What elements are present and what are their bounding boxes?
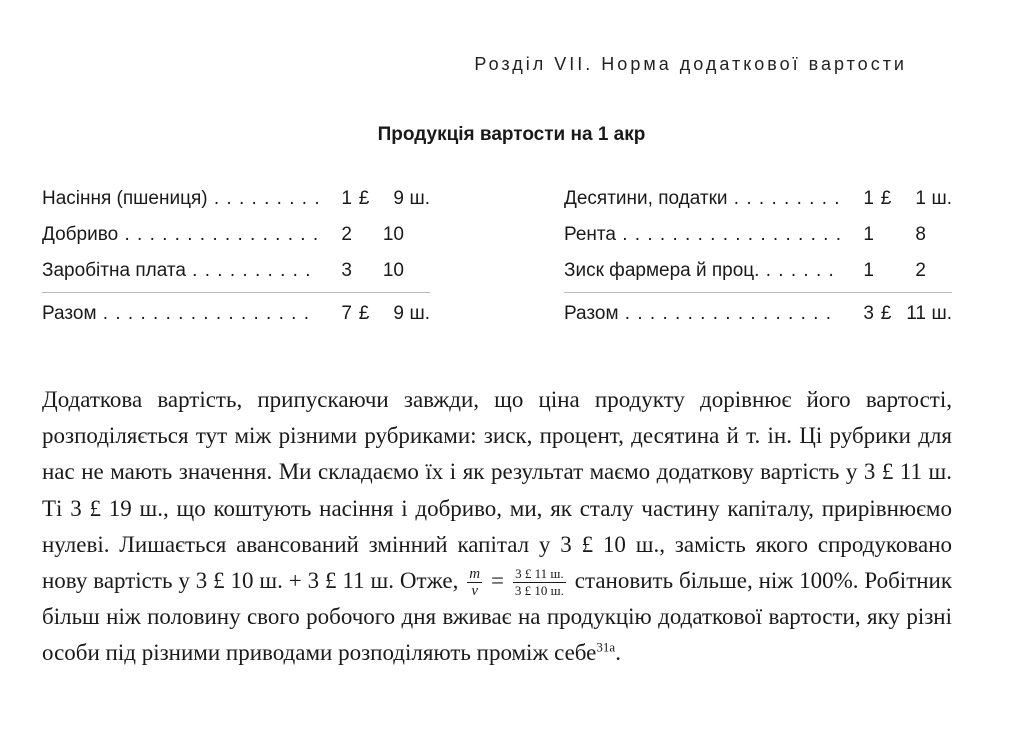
total-label: Разом . . . [42,299,318,329]
pounds-value: 3 [341,260,352,281]
fraction-denominator: 3 £ 10 ш. [514,583,564,599]
shillings-value: 10 [382,260,404,281]
shillings-value: 2 [915,260,926,281]
table-row [42,256,430,292]
paragraph-text-end: становить більше, ніж 100%. Робітник більш ніж половину свого робочого дня вживає на продукцію додаткової вартости, яку різні особи під різними приводами розподіляють проміж себе [42,568,953,666]
total-divider [564,292,952,293]
pound-sign: £ [880,188,892,209]
shillings-value: 9 [393,188,404,209]
table-row [42,220,430,256]
pounds-value: 2 [341,224,352,245]
row-label: Насіння (пшениця) . . . [42,184,318,214]
value-fraction [513,566,566,599]
pounds-value: 3 [863,303,874,324]
row-label: Рента . . . [564,220,840,250]
row-label: Десятини, податки . . . [564,184,840,214]
table-row [564,220,952,256]
shillings-value: 11 [906,303,926,324]
shillings-value: 9 [393,303,404,324]
fraction-numerator: 3 £ 11 ш. [513,566,566,583]
pounds-value: 1 [341,188,352,209]
table-row [564,256,952,292]
pounds-value: 1 [863,188,874,209]
total-divider [42,292,430,293]
running-head: Розділ VII. Норма додаткової вартости [474,54,907,74]
shilling-unit: ш. [409,188,430,209]
total-row [42,299,430,335]
fraction-numerator: m [469,566,481,583]
shillings-value: 1 [915,188,926,209]
pound-sign: £ [358,303,370,324]
rate-fraction [467,566,482,599]
fraction-denominator: v [471,583,478,600]
row-label: Зиск фармера й проц. . . . [564,256,840,286]
left-table [42,184,430,335]
paragraph-period: . [615,640,621,666]
shilling-unit: ш. [931,303,952,324]
table-row [42,184,430,220]
table-title: Продукція вартости на 1 акр [377,124,646,145]
total-label: Разом . . . [564,299,840,329]
body-paragraph [42,382,952,672]
table-row [564,184,952,220]
pound-sign: £ [358,188,370,209]
equals-sign: = [490,568,504,594]
pounds-value: 1 [863,260,874,281]
shillings-value: 10 [382,224,404,245]
shilling-unit: ш. [931,188,952,209]
row-label: Добриво . . . [42,220,318,250]
pounds-value: 1 [863,224,874,245]
footnote-marker[interactable]: 31a [596,639,616,655]
pound-sign: £ [880,303,892,324]
shilling-unit: ш. [409,303,430,324]
row-label: Заробітна плата . . . [42,256,318,286]
total-row [564,299,952,335]
right-table [564,184,952,335]
paragraph-text-start: Додаткова вартість, припускаючи завжди, що ціна продукту дорівнює його вартості, розподіляється тут між різними рубриками: зиск, процент, десятина й т. ін. Ці рубрики для нас не мають значення. Ми складаємо їх і як результат маємо додаткову вартість у 3 £ 11 ш. Ті 3 £ 19 ш., що коштують насіння і добриво, ми, як сталу частину капіталу, прирівнюємо нулеві. Лишається авансований змінний капітал у 3 £ 10 ш., замість якого спродуковано нову вартість у 3 £ 10 ш. + 3 £ 11 ш. Отже, [42,387,952,594]
pounds-value: 7 [341,303,352,324]
shillings-value: 8 [915,224,926,245]
